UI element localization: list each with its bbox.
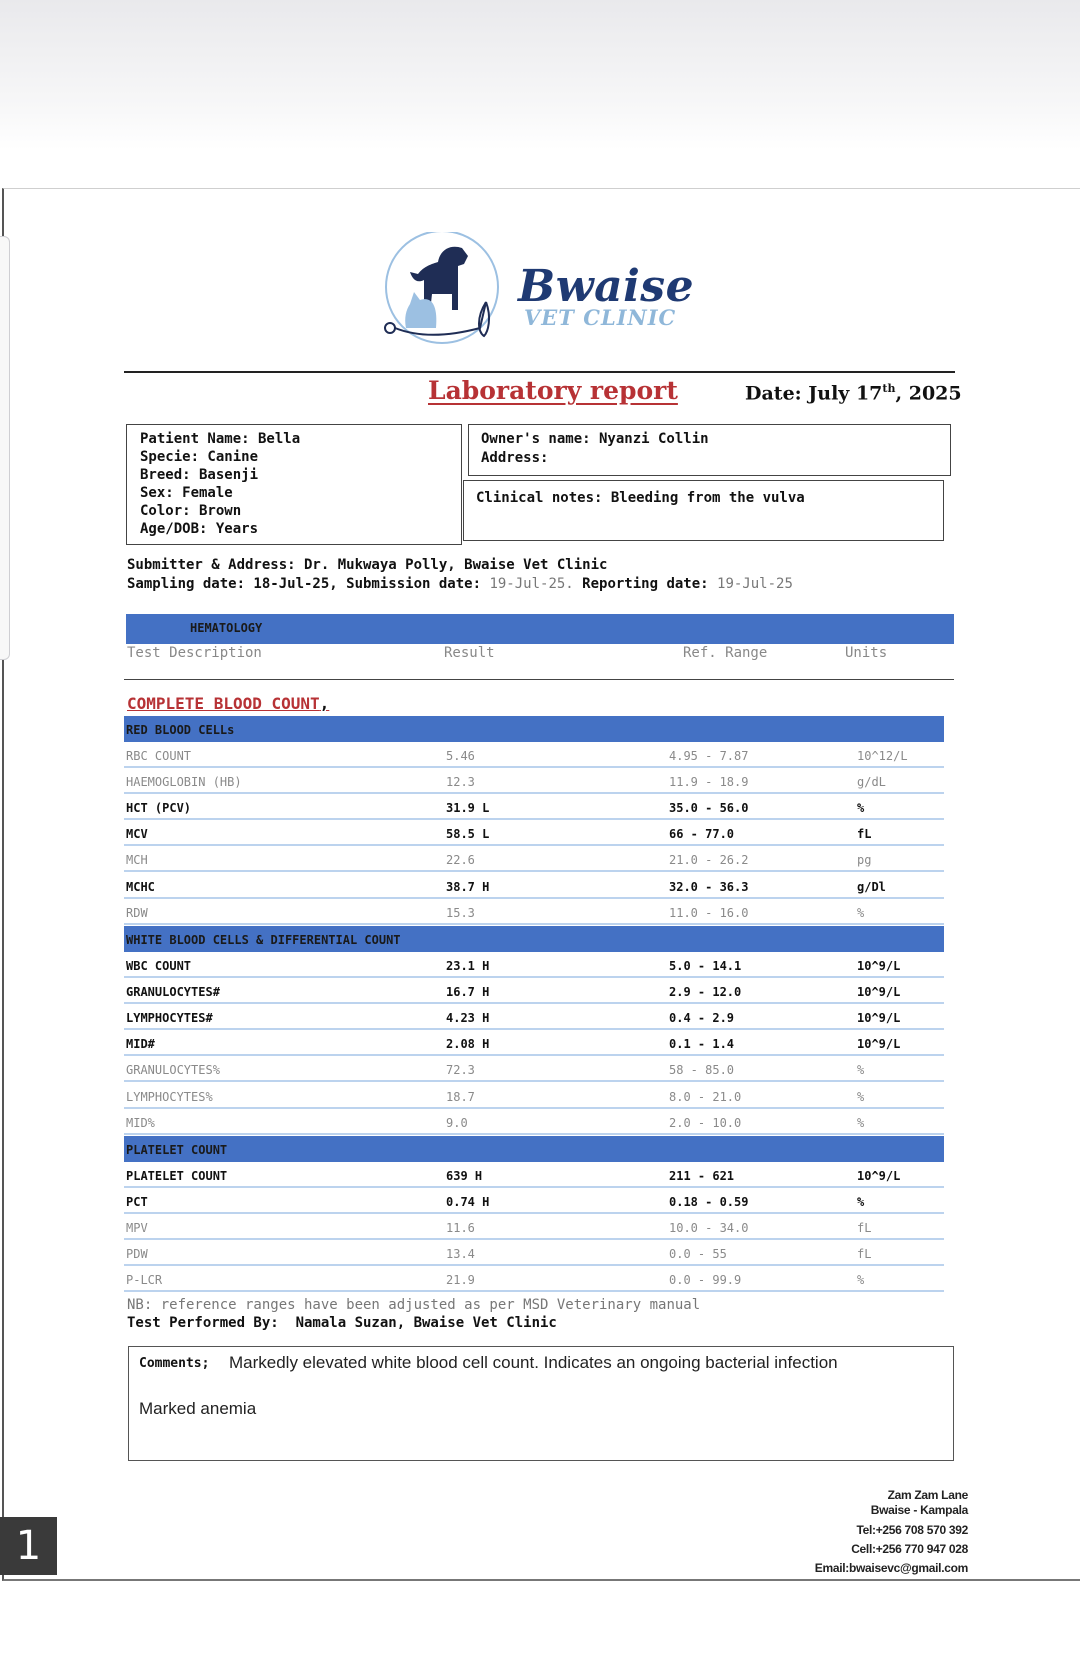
table-row — [124, 1030, 944, 1056]
cell-units: g/dL — [857, 775, 886, 789]
table-row — [124, 794, 944, 820]
cell-result: 21.9 — [446, 1273, 475, 1287]
cell-units: % — [857, 1273, 865, 1287]
cell-range: 0.18 - 0.59 — [669, 1195, 749, 1209]
cell-units: 10^9/L — [857, 985, 901, 999]
footer-email: Email:bwaisevc@gmail.com — [814, 1561, 968, 1575]
cat-icon — [405, 292, 436, 328]
group-title: WHITE BLOOD CELLS & DIFFERENTIAL COUNT — [126, 933, 401, 947]
cell-units: 10^12/L — [857, 749, 908, 763]
cell-units: % — [857, 1063, 865, 1077]
table-row — [124, 1266, 944, 1292]
cell-units: 10^9/L — [857, 1011, 901, 1025]
table-row — [124, 742, 944, 768]
cell-units: fL — [857, 1247, 872, 1261]
owner-address: Address: — [481, 450, 549, 466]
clinical-notes: Clinical notes: Bleeding from the vulva — [476, 490, 805, 506]
cell-range: 0.0 - 99.9 — [669, 1273, 742, 1287]
hematology-title: HEMATOLOGY — [190, 621, 263, 635]
comments-label: Comments; — [139, 1356, 210, 1371]
cell-result: 31.9 L — [446, 801, 490, 815]
patient-line: Specie: Canine — [140, 449, 259, 465]
footer-tel: Tel:+256 708 570 392 — [856, 1523, 968, 1537]
cell-test: MCH — [126, 853, 148, 867]
cell-test: MPV — [126, 1221, 148, 1235]
cell-range: 2.0 - 10.0 — [669, 1116, 742, 1130]
cell-range: 21.0 - 26.2 — [669, 853, 749, 867]
cell-result: 0.74 H — [446, 1195, 490, 1209]
cell-range: 5.0 - 14.1 — [669, 959, 742, 973]
table-row — [124, 1109, 944, 1135]
footer-street: Zam Zam Lane — [887, 1488, 968, 1502]
cell-result: 16.7 H — [446, 985, 490, 999]
reference-note: NB: reference ranges have been adjusted as per MSD Veterinary manual — [127, 1297, 701, 1313]
cell-test: WBC COUNT — [126, 959, 192, 973]
col-test-description: Test Description — [127, 645, 262, 661]
cell-range: 11.0 - 16.0 — [669, 906, 749, 920]
cell-range: 66 - 77.0 — [669, 827, 735, 841]
table-row — [124, 1004, 944, 1030]
cell-range: 0.0 - 55 — [669, 1247, 727, 1261]
patient-line: Patient Name: Bella — [140, 431, 301, 447]
cell-range: 10.0 - 34.0 — [669, 1221, 749, 1235]
cell-units: pg — [857, 853, 872, 867]
cell-units: % — [857, 1116, 865, 1130]
cell-units: % — [857, 906, 865, 920]
group-bar — [124, 1136, 944, 1162]
cell-result: 639 H — [446, 1169, 483, 1183]
cell-test: MCHC — [126, 880, 155, 894]
viewer-side-handle[interactable] — [0, 236, 10, 660]
cell-result: 12.3 — [446, 775, 475, 789]
table-row — [124, 978, 944, 1004]
cell-result: 2.08 H — [446, 1037, 490, 1051]
table-row — [124, 1083, 944, 1109]
col-result: Result — [444, 645, 495, 661]
group-title: RED BLOOD CELLs — [126, 723, 235, 737]
table-row — [124, 873, 944, 899]
table-row — [124, 820, 944, 846]
col-units: Units — [845, 645, 888, 661]
cell-test: RDW — [126, 906, 148, 920]
cell-result: 9.0 — [446, 1116, 468, 1130]
owner-name: Owner's name: Nyanzi Collin — [481, 431, 709, 447]
cell-units: 10^9/L — [857, 1169, 901, 1183]
page-number[interactable]: 1 — [0, 1517, 57, 1575]
cell-test: GRANULOCYTES% — [126, 1063, 220, 1077]
patient-line: Breed: Basenji — [140, 467, 259, 483]
cell-units: % — [857, 1090, 865, 1104]
patient-line: Sex: Female — [140, 485, 233, 501]
footer-city: Bwaise - Kampala — [870, 1503, 968, 1517]
cell-test: MID% — [126, 1116, 155, 1130]
cell-range: 35.0 - 56.0 — [669, 801, 749, 815]
cell-test: PCT — [126, 1195, 148, 1209]
clinic-subtitle: VET CLINIC — [524, 305, 677, 330]
cell-test: LYMPHOCYTES# — [126, 1011, 213, 1025]
cell-units: % — [857, 1195, 865, 1209]
table-row — [124, 846, 944, 872]
table-row — [124, 899, 944, 925]
cell-range: 2.9 - 12.0 — [669, 985, 742, 999]
report-date-suffix: th — [882, 382, 896, 395]
table-row — [124, 1056, 944, 1082]
cell-result: 58.5 L — [446, 827, 490, 841]
patient-line: Age/DOB: Years — [140, 521, 259, 537]
header-divider — [124, 371, 955, 373]
performed-by: Test Performed By: Namala Suzan, Bwaise Vet Clinic — [127, 1315, 557, 1331]
cell-result: 18.7 — [446, 1090, 475, 1104]
cell-test: RBC COUNT — [126, 749, 192, 763]
cell-units: g/Dl — [857, 880, 886, 894]
cell-range: 8.0 - 21.0 — [669, 1090, 742, 1104]
cell-test: LYMPHOCYTES% — [126, 1090, 213, 1104]
cell-test: HAEMOGLOBIN (HB) — [126, 775, 242, 789]
submitter-line: Submitter & Address: Dr. Mukwaya Polly, Bwaise Vet Clinic — [127, 557, 608, 573]
cell-test: HCT (PCV) — [126, 801, 192, 815]
column-header-divider — [124, 679, 954, 680]
cell-range: 32.0 - 36.3 — [669, 880, 749, 894]
cell-result: 5.46 — [446, 749, 475, 763]
report-date — [745, 382, 962, 404]
cell-range: 4.95 - 7.87 — [669, 749, 749, 763]
report-title: Laboratory report — [428, 376, 678, 405]
comments-line-2: Marked anemia — [139, 1399, 257, 1418]
cell-test: MID# — [126, 1037, 155, 1051]
col-ref-range: Ref. Range — [683, 645, 768, 661]
cell-units: 10^9/L — [857, 1037, 901, 1051]
cell-units: % — [857, 801, 865, 815]
cell-result: 13.4 — [446, 1247, 475, 1261]
cell-result: 15.3 — [446, 906, 475, 920]
stethoscope-icon — [385, 323, 395, 333]
cell-range: 0.4 - 2.9 — [669, 1011, 735, 1025]
clinic-name: Bwaise — [518, 261, 695, 312]
cell-units: 10^9/L — [857, 959, 901, 973]
cell-result: 22.6 — [446, 853, 475, 867]
table-row — [124, 952, 944, 978]
cell-range: 11.9 - 18.9 — [669, 775, 749, 789]
cell-test: PLATELET COUNT — [126, 1169, 228, 1183]
cell-result: 72.3 — [446, 1063, 475, 1077]
patient-line: Color: Brown — [140, 503, 242, 519]
cell-test: MCV — [126, 827, 148, 841]
cell-result: 23.1 H — [446, 959, 490, 973]
comments-box — [128, 1346, 954, 1461]
owner-info-box — [468, 424, 951, 476]
table-row — [124, 1188, 944, 1214]
cell-units: fL — [857, 1221, 872, 1235]
table-row — [124, 1214, 944, 1240]
table-row — [124, 1240, 944, 1266]
cell-range: 0.1 - 1.4 — [669, 1037, 735, 1051]
cell-test: P-LCR — [126, 1273, 163, 1287]
cell-test: GRANULOCYTES# — [126, 985, 220, 999]
viewer-top-shade — [0, 0, 1080, 150]
cell-result: 4.23 H — [446, 1011, 490, 1025]
clinical-notes-box — [463, 480, 944, 541]
cell-range: 211 - 621 — [669, 1169, 735, 1183]
cell-result: 38.7 H — [446, 880, 490, 894]
patient-details — [140, 430, 300, 538]
footer-cell: Cell:+256 770 947 028 — [851, 1542, 968, 1556]
cell-units: fL — [857, 827, 872, 841]
cell-range: 58 - 85.0 — [669, 1063, 735, 1077]
group-title: PLATELET COUNT — [126, 1143, 228, 1157]
report-date-year: , 2025 — [895, 382, 962, 405]
patient-info-box — [126, 424, 462, 545]
clinic-logo-graphic — [380, 232, 520, 352]
report-date-prefix: Date: July 17 — [745, 382, 883, 405]
table-row — [124, 768, 944, 794]
table-row — [124, 1162, 944, 1188]
cell-result: 11.6 — [446, 1221, 475, 1235]
cell-test: PDW — [126, 1247, 148, 1261]
dates-line: Sampling date: 18-Jul-25, Submission date: 19-Jul-25. Reporting date: 19-Jul-25 — [127, 576, 793, 592]
comments-line-1: Markedly elevated white blood cell count. Indicates an ongoing bacterial infection — [229, 1353, 838, 1372]
group-bar — [124, 716, 944, 742]
panel-title: COMPLETE BLOOD COUNT, — [127, 694, 330, 713]
